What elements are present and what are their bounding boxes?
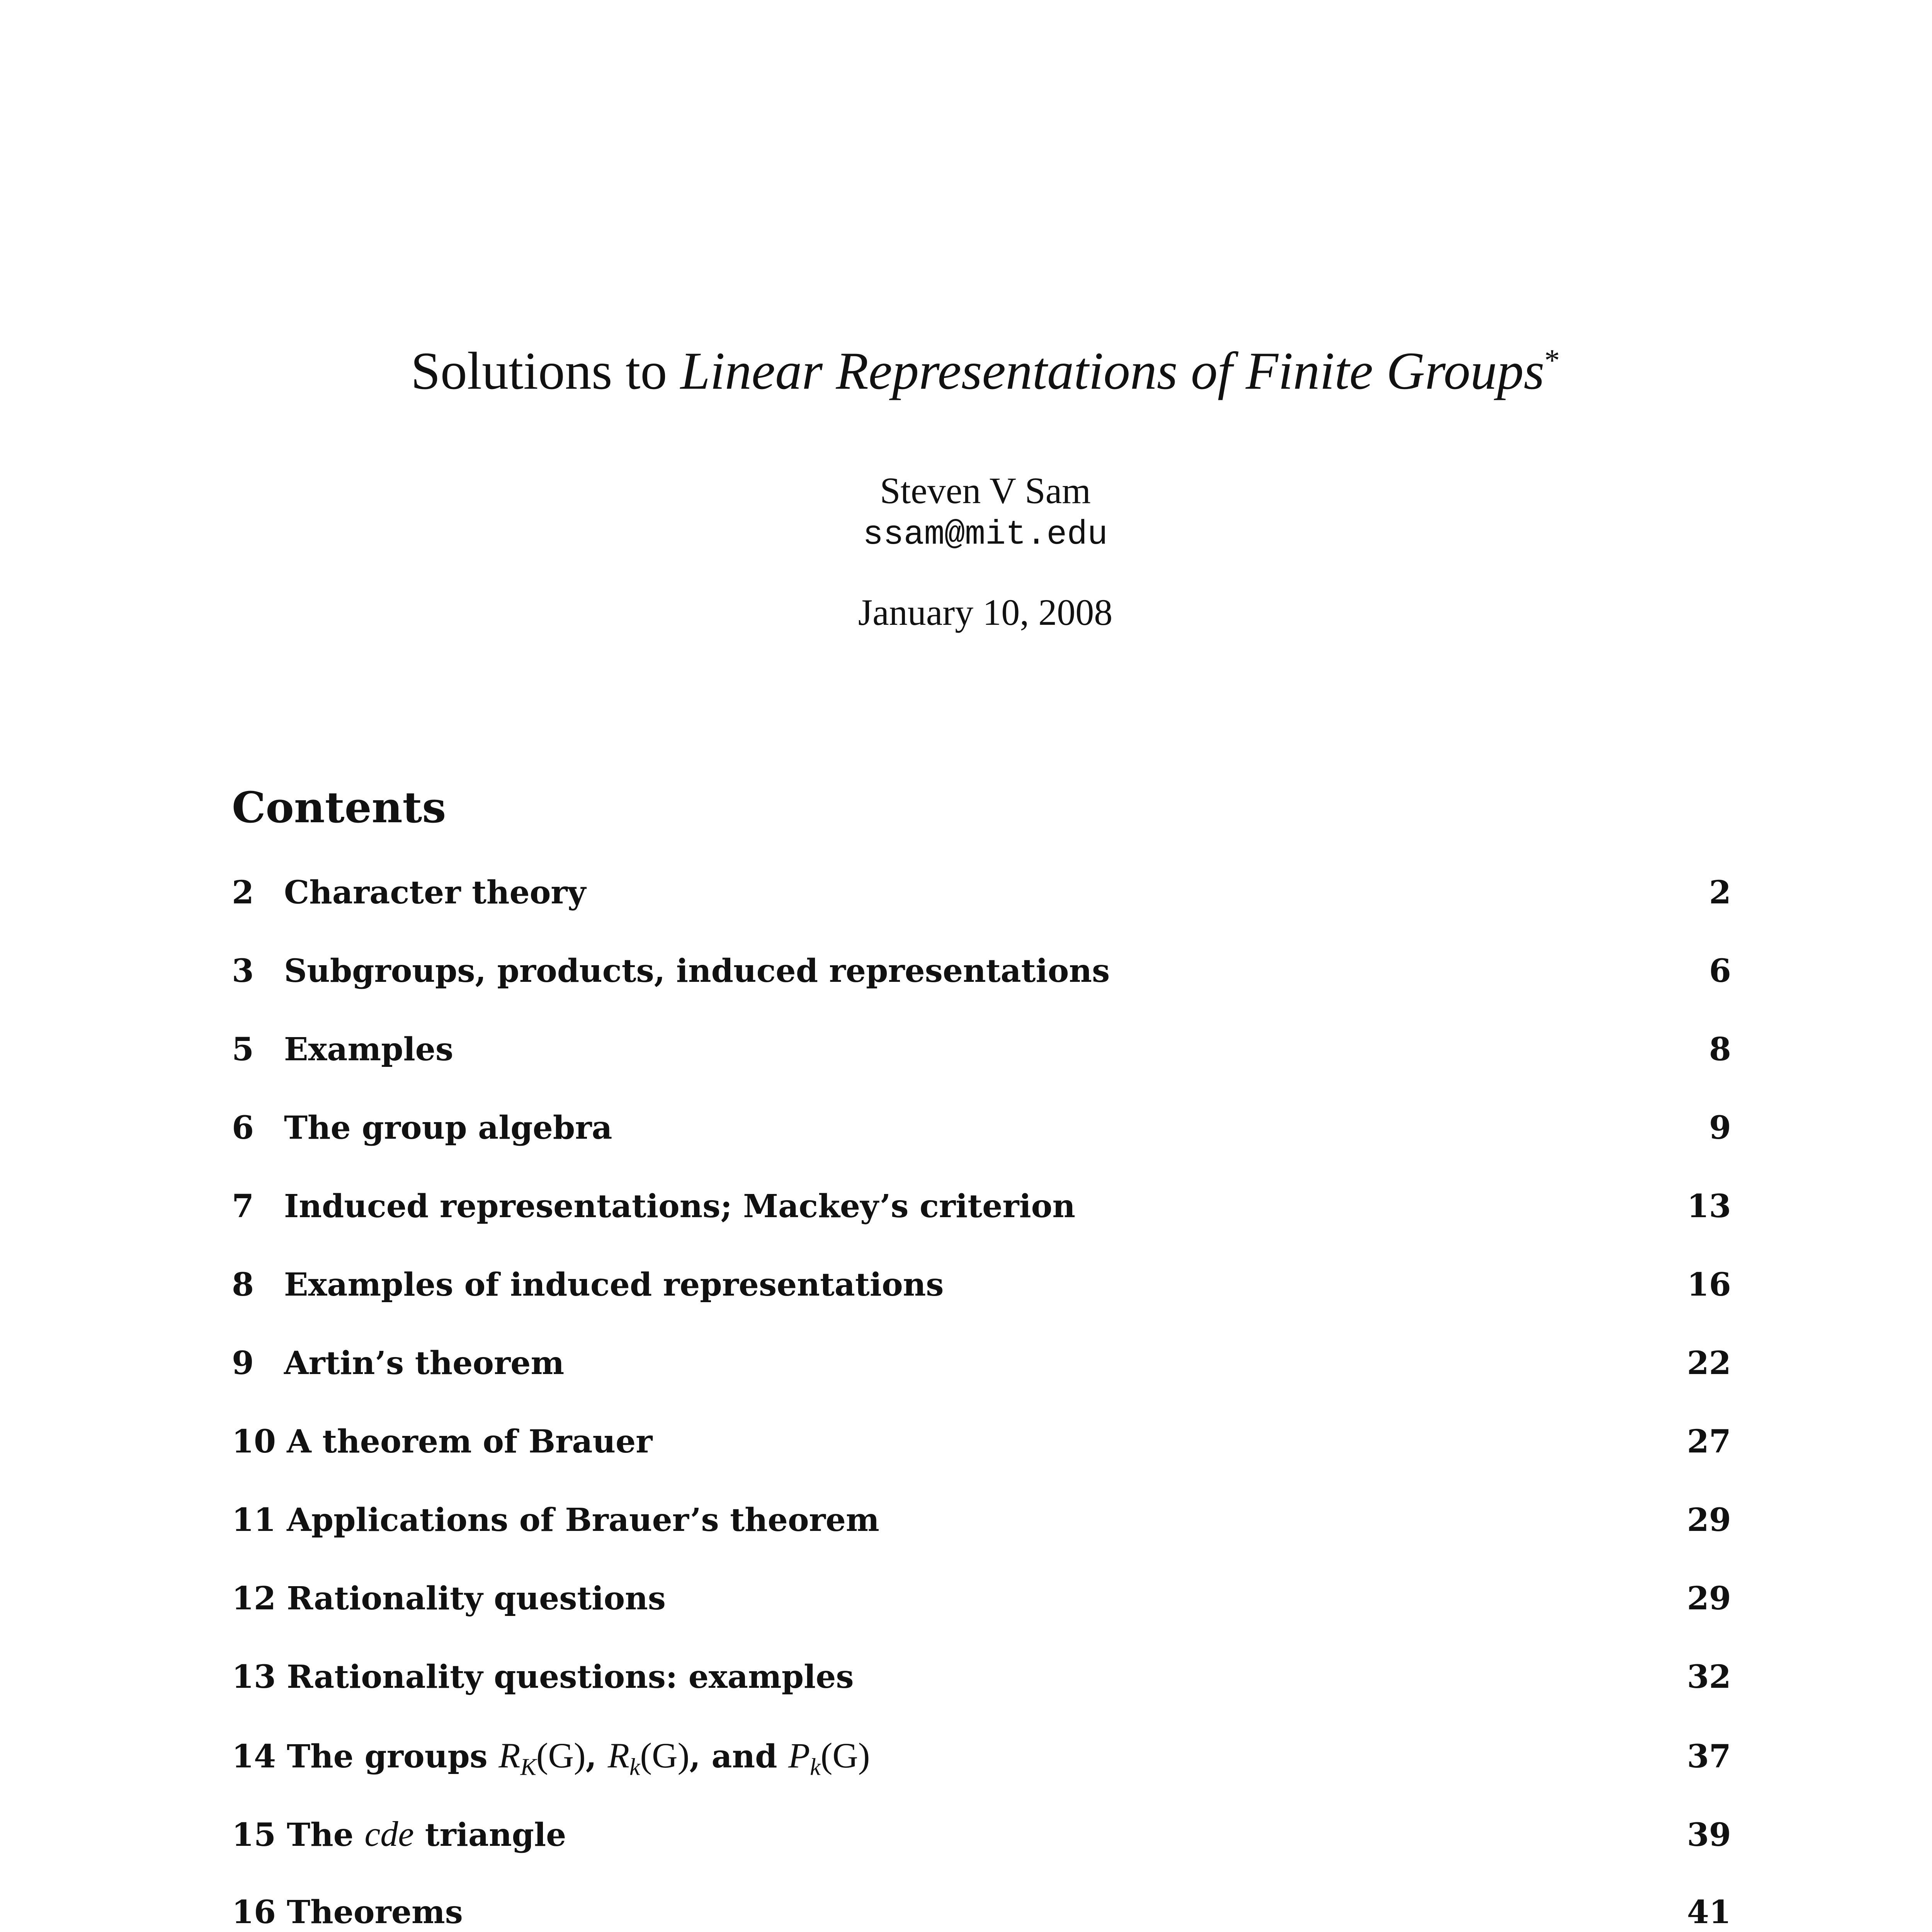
toc-entry-page: 29	[1687, 1580, 1731, 1617]
title-footnote-mark: *	[1544, 344, 1560, 378]
toc-entry-number: 14	[232, 1738, 276, 1775]
toc-entry-page: 22	[1687, 1345, 1731, 1382]
table-of-contents	[232, 871, 1731, 1932]
math-subscript: K	[520, 1754, 536, 1781]
toc-entry-number: 7	[232, 1188, 254, 1225]
toc-entry-title: Examples	[284, 1031, 454, 1068]
toc-entry[interactable]	[232, 1107, 1731, 1185]
math-p-k-g	[788, 1736, 870, 1781]
toc-entry-page: 13	[1687, 1188, 1731, 1225]
toc-entry-number: 12	[232, 1580, 276, 1617]
toc-entry-title: Applications of Brauer’s theorem	[287, 1502, 879, 1539]
toc-entry-number: 16	[232, 1894, 276, 1931]
toc-entry-title: The group algebra	[284, 1109, 612, 1146]
toc-entry[interactable]	[232, 871, 1731, 950]
toc-entry-title	[287, 1813, 1687, 1856]
toc-entry-number: 2	[232, 874, 254, 911]
toc-entry[interactable]	[232, 1499, 1731, 1577]
toc-entry-title: Subgroups, products, induced representations	[284, 952, 1110, 990]
toc-entry-number: 8	[232, 1266, 254, 1303]
toc-entry-page: 27	[1687, 1423, 1731, 1460]
math-r-small-k-g	[607, 1736, 690, 1781]
document-title	[0, 340, 1932, 402]
toc-entry-page: 29	[1687, 1502, 1731, 1539]
math-subscript: k	[629, 1754, 640, 1781]
toc-entry-number: 6	[232, 1109, 254, 1146]
toc-title-text: The	[287, 1816, 365, 1854]
toc-entry[interactable]	[232, 1734, 1731, 1813]
toc-entry[interactable]	[232, 1577, 1731, 1656]
toc-entry-page: 39	[1687, 1816, 1731, 1854]
toc-entry[interactable]	[232, 1813, 1731, 1891]
toc-entry-number: 13	[232, 1658, 276, 1696]
math-r-k-g	[498, 1736, 586, 1781]
toc-entry-title: Artin’s theorem	[284, 1345, 565, 1382]
toc-entry-number: 11	[232, 1502, 276, 1539]
toc-title-text: triangle	[414, 1816, 566, 1854]
toc-title-text: The groups	[287, 1738, 499, 1775]
toc-entry-page: 8	[1709, 1031, 1731, 1068]
toc-entry[interactable]	[232, 1420, 1731, 1499]
toc-entry-title: Rationality questions	[287, 1580, 666, 1617]
toc-entry-title: Rationality questions: examples	[287, 1658, 854, 1696]
title-prefix: Solutions to	[411, 341, 680, 400]
toc-entry-title: Induced representations; Mackey’s criterion	[284, 1188, 1075, 1225]
toc-entry-title: Examples of induced representations	[284, 1266, 944, 1303]
toc-entry-page: 37	[1687, 1738, 1731, 1775]
document-date: January 10, 2008	[858, 592, 1113, 633]
math-argument: (G)	[640, 1736, 690, 1775]
author-email[interactable]: ssam@mit.edu	[863, 516, 1108, 554]
toc-entry-page: 32	[1687, 1658, 1731, 1696]
math-letter: P	[788, 1736, 810, 1775]
toc-entry-number: 3	[232, 952, 254, 990]
toc-entry-page: 9	[1709, 1109, 1731, 1146]
toc-entry-page: 41	[1687, 1894, 1731, 1931]
toc-entry-number: 5	[232, 1031, 254, 1068]
toc-entry-number: 9	[232, 1345, 254, 1382]
title-book-name: Linear Representations of Finite Groups	[680, 341, 1544, 400]
toc-entry-page: 16	[1687, 1266, 1731, 1303]
toc-title-text: , and	[689, 1738, 788, 1775]
toc-entry[interactable]	[232, 1028, 1731, 1107]
toc-entry[interactable]	[232, 950, 1731, 1028]
toc-entry[interactable]	[232, 1891, 1731, 1932]
toc-entry-title: Theorems	[287, 1894, 463, 1931]
toc-entry[interactable]	[232, 1264, 1731, 1342]
toc-entry-title: A theorem of Brauer	[287, 1423, 653, 1460]
toc-title-text: ,	[585, 1738, 608, 1775]
toc-entry-number: 10	[232, 1423, 276, 1460]
math-letter: R	[607, 1736, 629, 1775]
toc-entry[interactable]	[232, 1656, 1731, 1734]
toc-entry-page: 2	[1709, 874, 1731, 911]
toc-entry[interactable]	[232, 1185, 1731, 1264]
math-argument: (G)	[536, 1736, 586, 1775]
math-subscript: k	[810, 1754, 821, 1781]
toc-entry-page: 6	[1709, 952, 1731, 990]
toc-entry-title	[287, 1734, 1687, 1788]
toc-entry[interactable]	[232, 1342, 1731, 1420]
math-cde: cde	[364, 1814, 414, 1854]
math-letter: R	[498, 1736, 520, 1775]
toc-entry-number: 15	[232, 1816, 276, 1854]
toc-entry-title: Character theory	[284, 874, 586, 911]
math-argument: (G)	[820, 1736, 870, 1775]
contents-heading: Contents	[232, 782, 446, 832]
author-name: Steven V Sam	[880, 470, 1091, 511]
